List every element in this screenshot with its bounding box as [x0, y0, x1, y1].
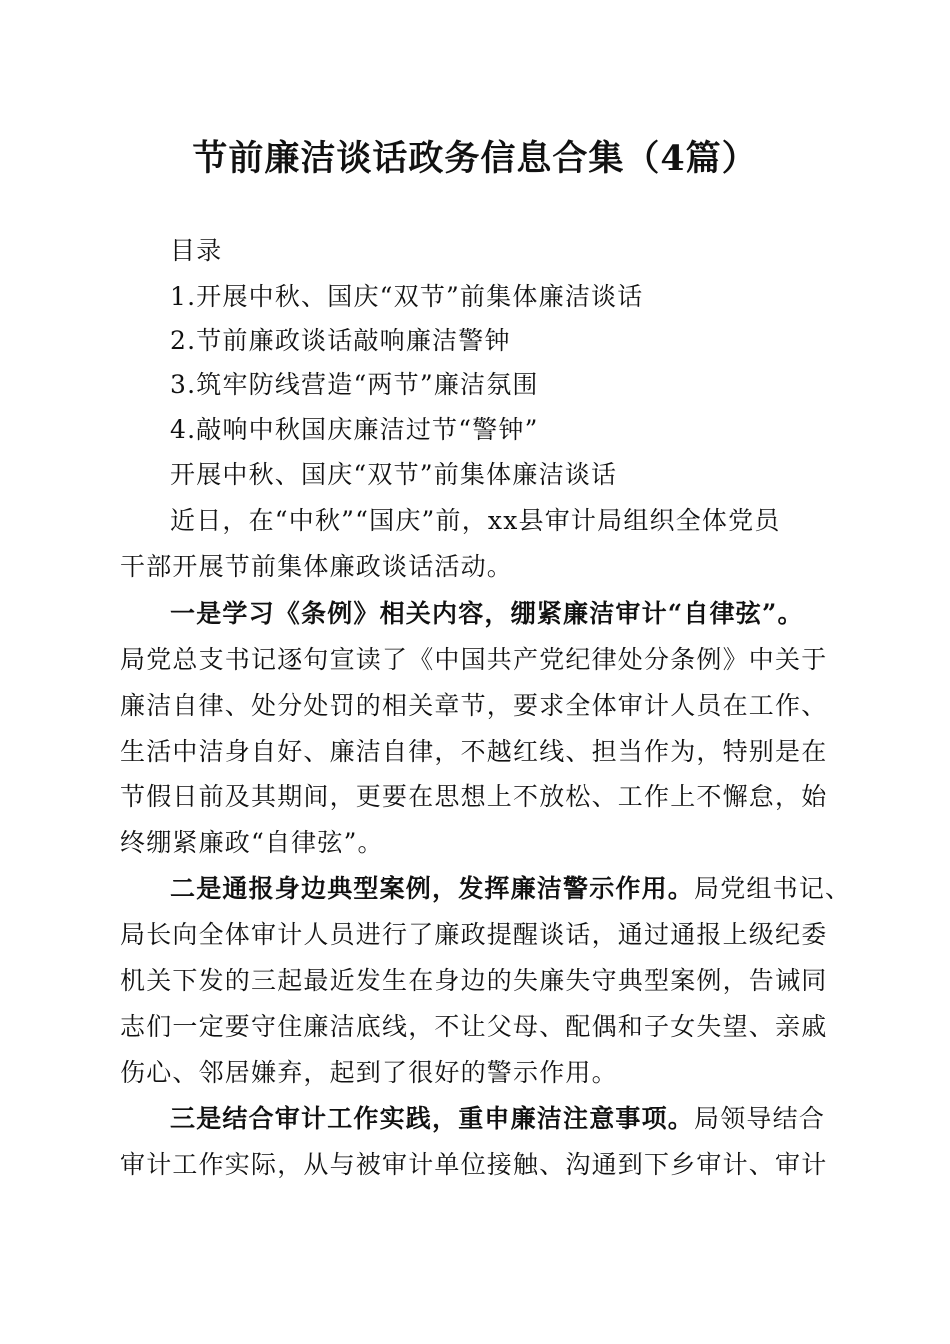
p3-lead: 三是结合审计工作实践，重申廉洁注意事项。 — [170, 1104, 695, 1133]
p2-line-1: 局长向全体审计人员进行了廉政提醒谈话，通过通报上级纪委 — [120, 920, 828, 949]
intro-line-2: 干部开展节前集体廉政谈话活动。 — [120, 552, 514, 581]
p3-lead-line — [170, 1097, 840, 1141]
toc-item-2: 2.节前廉政谈话敲响廉洁警钟 — [170, 326, 511, 355]
p2-lead: 二是通报身边典型案例，发挥廉洁警示作用。 — [170, 874, 695, 903]
p1-lead: 一是学习《条例》相关内容，绷紧廉洁审计“自律弦”。 — [170, 599, 804, 628]
toc-item-4: 4.敲响中秋国庆廉洁过节“警钟” — [170, 415, 539, 444]
p3-lead-rest: 局领导结合 — [694, 1104, 826, 1133]
intro-line-1: 近日，在“中秋”“国庆”前，xx县审计局组织全体党员 — [170, 506, 781, 535]
p2-line-4: 伤心、邻居嫌弃，起到了很好的警示作用。 — [120, 1058, 618, 1087]
toc-item-3: 3.筑牢防线营造“两节”廉洁氛围 — [170, 370, 539, 399]
p3-line-1: 审计工作实际，从与被审计单位接触、沟通到下乡审计、审计 — [120, 1150, 828, 1179]
p1-line-2: 廉洁自律、处分处罚的相关章节，要求全体审计人员在工作、 — [120, 691, 828, 720]
toc-item-1: 1.开展中秋、国庆“双节”前集体廉洁谈话 — [170, 282, 644, 311]
p2-line-3: 志们一定要守住廉洁底线，不让父母、配偶和子女失望、亲戚 — [120, 1012, 828, 1041]
p1-line-5: 终绷紧廉政“自律弦”。 — [120, 828, 384, 857]
p1-line-4: 节假日前及其期间，更要在思想上不放松、工作上不懈怠，始 — [120, 782, 828, 811]
p2-line-2: 机关下发的三起最近发生在身边的失廉失守典型案例，告诫同 — [120, 966, 828, 995]
p2-lead-rest: 局党组书记、 — [694, 874, 852, 903]
p2-lead-line — [170, 867, 852, 911]
p1-line-3: 生活中洁身自好、廉洁自律，不越红线、担当作为，特别是在 — [120, 737, 828, 766]
toc-heading: 目录 — [170, 236, 223, 265]
p1-line-1: 局党总支书记逐句宣读了《中国共产党纪律处分条例》中关于 — [120, 645, 828, 674]
article-heading: 开展中秋、国庆“双节”前集体廉洁谈话 — [170, 460, 618, 489]
document-title: 节前廉洁谈话政务信息合集（4篇） — [192, 138, 758, 179]
